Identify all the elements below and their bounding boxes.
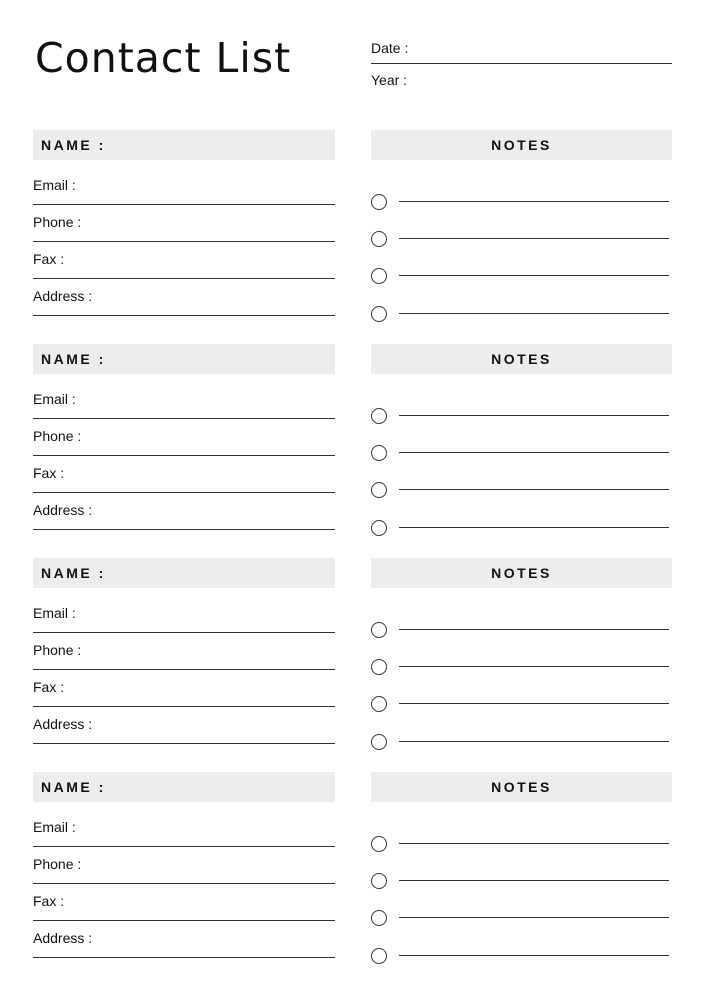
note-rule (399, 666, 669, 667)
name-field[interactable] (33, 558, 335, 588)
phone-label: Phone : (33, 856, 82, 872)
page-title: Contact List (35, 34, 292, 82)
checkbox-circle-icon[interactable] (371, 445, 387, 461)
checkbox-circle-icon[interactable] (371, 836, 387, 852)
date-field[interactable] (371, 38, 672, 64)
fax-line (33, 278, 335, 279)
fax-field[interactable] (33, 893, 335, 921)
notes-label: NOTES (491, 565, 552, 581)
email-field[interactable] (33, 391, 335, 419)
note-line[interactable] (371, 734, 669, 752)
note-line[interactable] (371, 910, 669, 928)
phone-label: Phone : (33, 642, 82, 658)
fax-label: Fax : (33, 465, 65, 481)
phone-line (33, 241, 335, 242)
date-label: Date : (371, 40, 409, 56)
fax-label: Fax : (33, 251, 65, 267)
phone-label: Phone : (33, 214, 82, 230)
email-label: Email : (33, 819, 76, 835)
note-rule (399, 703, 669, 704)
note-rule (399, 275, 669, 276)
note-rule (399, 201, 669, 202)
note-rule (399, 843, 669, 844)
fax-line (33, 492, 335, 493)
year-label: Year : (371, 72, 408, 88)
phone-line (33, 883, 335, 884)
fax-line (33, 920, 335, 921)
note-rule (399, 629, 669, 630)
date-line (371, 63, 672, 64)
note-rule (399, 489, 669, 490)
address-line (33, 743, 335, 744)
address-label: Address : (33, 930, 93, 946)
fax-field[interactable] (33, 679, 335, 707)
address-line (33, 315, 335, 316)
note-line[interactable] (371, 306, 669, 324)
note-line[interactable] (371, 408, 669, 426)
fax-field[interactable] (33, 465, 335, 493)
notes-header (371, 130, 672, 160)
note-rule (399, 238, 669, 239)
fax-line (33, 706, 335, 707)
checkbox-circle-icon[interactable] (371, 873, 387, 889)
notes-label: NOTES (491, 351, 552, 367)
email-line (33, 846, 335, 847)
address-label: Address : (33, 288, 93, 304)
checkbox-circle-icon[interactable] (371, 520, 387, 536)
email-field[interactable] (33, 605, 335, 633)
phone-line (33, 455, 335, 456)
notes-label: NOTES (491, 779, 552, 795)
name-field[interactable] (33, 344, 335, 374)
checkbox-circle-icon[interactable] (371, 482, 387, 498)
name-label: NAME : (41, 565, 106, 581)
email-label: Email : (33, 177, 76, 193)
note-line[interactable] (371, 445, 669, 463)
checkbox-circle-icon[interactable] (371, 408, 387, 424)
year-field[interactable] (371, 70, 672, 96)
address-line (33, 529, 335, 530)
note-line[interactable] (371, 268, 669, 286)
address-label: Address : (33, 502, 93, 518)
note-line[interactable] (371, 948, 669, 966)
fax-label: Fax : (33, 679, 65, 695)
phone-field[interactable] (33, 214, 335, 242)
note-line[interactable] (371, 622, 669, 640)
phone-line (33, 669, 335, 670)
checkbox-circle-icon[interactable] (371, 231, 387, 247)
note-rule (399, 415, 669, 416)
note-line[interactable] (371, 194, 669, 212)
notes-label: NOTES (491, 137, 552, 153)
note-rule (399, 452, 669, 453)
email-line (33, 632, 335, 633)
name-label: NAME : (41, 137, 106, 153)
email-field[interactable] (33, 177, 335, 205)
contact-block-4 (0, 772, 707, 972)
note-rule (399, 955, 669, 956)
checkbox-circle-icon[interactable] (371, 622, 387, 638)
note-line[interactable] (371, 873, 669, 891)
name-field[interactable] (33, 130, 335, 160)
note-rule (399, 917, 669, 918)
note-line[interactable] (371, 696, 669, 714)
note-rule (399, 313, 669, 314)
checkbox-circle-icon[interactable] (371, 910, 387, 926)
email-label: Email : (33, 391, 76, 407)
checkbox-circle-icon[interactable] (371, 734, 387, 750)
note-line[interactable] (371, 231, 669, 249)
note-line[interactable] (371, 520, 669, 538)
note-rule (399, 880, 669, 881)
name-field[interactable] (33, 772, 335, 802)
note-rule (399, 527, 669, 528)
phone-field[interactable] (33, 428, 335, 456)
email-line (33, 204, 335, 205)
fax-field[interactable] (33, 251, 335, 279)
checkbox-circle-icon[interactable] (371, 659, 387, 675)
email-line (33, 418, 335, 419)
name-label: NAME : (41, 779, 106, 795)
checkbox-circle-icon[interactable] (371, 268, 387, 284)
note-line[interactable] (371, 836, 669, 854)
name-label: NAME : (41, 351, 106, 367)
checkbox-circle-icon[interactable] (371, 194, 387, 210)
address-label: Address : (33, 716, 93, 732)
address-field[interactable] (33, 716, 335, 744)
notes-header (371, 344, 672, 374)
checkbox-circle-icon[interactable] (371, 306, 387, 322)
phone-label: Phone : (33, 428, 82, 444)
address-field[interactable] (33, 930, 335, 958)
phone-field[interactable] (33, 856, 335, 884)
contact-block-2 (0, 344, 707, 544)
contact-block-1 (0, 130, 707, 330)
address-field[interactable] (33, 502, 335, 530)
checkbox-circle-icon[interactable] (371, 696, 387, 712)
email-label: Email : (33, 605, 76, 621)
fax-label: Fax : (33, 893, 65, 909)
notes-header (371, 772, 672, 802)
note-line[interactable] (371, 659, 669, 677)
notes-header (371, 558, 672, 588)
note-line[interactable] (371, 482, 669, 500)
address-field[interactable] (33, 288, 335, 316)
note-rule (399, 741, 669, 742)
checkbox-circle-icon[interactable] (371, 948, 387, 964)
phone-field[interactable] (33, 642, 335, 670)
contact-block-3 (0, 558, 707, 758)
address-line (33, 957, 335, 958)
email-field[interactable] (33, 819, 335, 847)
